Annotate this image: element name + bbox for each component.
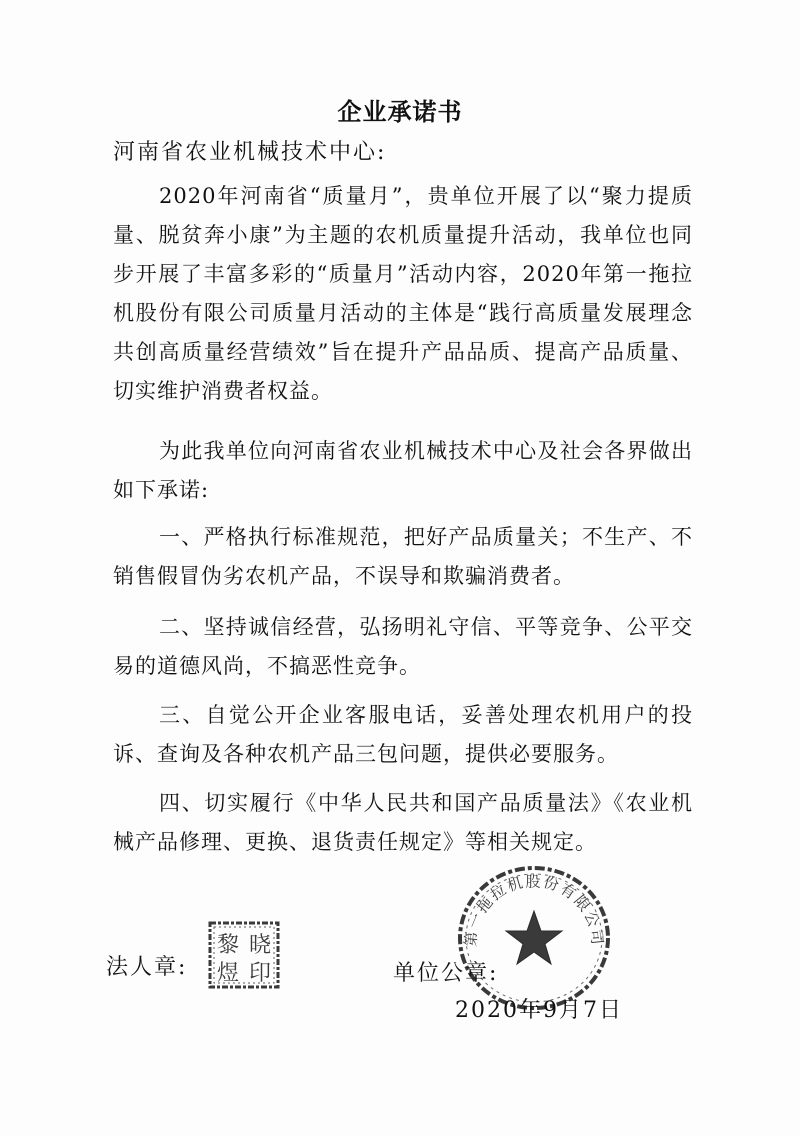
seal-star-icon xyxy=(506,911,562,964)
document-title: 企业承诺书 xyxy=(337,97,463,126)
signature-date: 2020年9月7日 xyxy=(455,998,623,1023)
seal-arc-text: 第一拖拉机股份有限公司 xyxy=(461,872,607,948)
addressee: 河南省农业机械技术中心: xyxy=(113,140,387,165)
paragraph-intro: 2020年河南省“质量月”，贵单位开展了以“聚力提质量、脱贫奔小康”为主题的农机质量提升活动，我单位也同步开展了丰富多彩的“质量月”活动内容，2020年第一拖拉机股份有限公司质量月活动的主体是“践行高质量发展理念共创高质量经营绩效”旨在提升产品品质、提高产品质量、切实维护消费者权益。 xyxy=(113,184,693,403)
paragraph-commitment-4: 四、切实履行《中华人民共和国产品质量法》《农业机械产品修理、更换、退货责任规定》等相关规定。 xyxy=(113,791,693,854)
seal-char-2: 晓 xyxy=(248,933,272,958)
seal-char-3: 煜 xyxy=(216,961,240,986)
paragraph-commitment-lead: 为此我单位向河南省农业机械技术中心及社会各界做出如下承诺: xyxy=(113,439,693,502)
personal-seal-stamp xyxy=(207,920,281,990)
paragraph-commitment-1: 一、严格执行标准规范，把好产品质量关；不生产、不销售假冒伪劣农机产品，不误导和欺骗消费者。 xyxy=(113,525,693,588)
paragraph-commitment-2: 二、坚持诚信经营，弘扬明礼守信、平等竞争、公平交易的道德风尚，不搞恶性竞争。 xyxy=(113,615,693,678)
official-company-seal-stamp xyxy=(455,863,613,1013)
seal-char-1: 黎 xyxy=(216,933,240,958)
legal-representative-seal-label: 法人章: xyxy=(106,955,188,980)
seal-char-4: 印 xyxy=(248,961,272,986)
unit-seal-label: 单位公章: xyxy=(393,961,499,986)
paragraph-commitment-3: 三、自觉公开企业客服电话，妥善处理农机用户的投诉、查询及各种农机产品三包问题，提供必要服务。 xyxy=(113,703,693,766)
